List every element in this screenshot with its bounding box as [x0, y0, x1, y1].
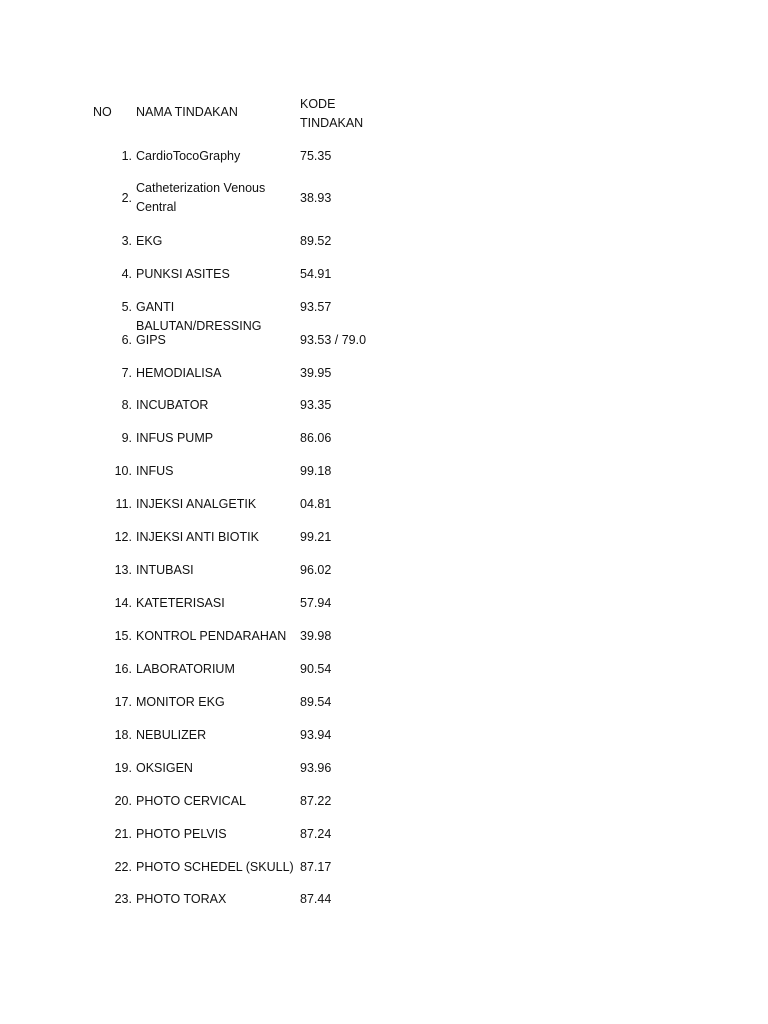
row-number: 5.	[121, 299, 132, 314]
row-number: 9.	[121, 430, 132, 445]
row-number: 17.	[114, 694, 132, 709]
header-code	[300, 95, 390, 133]
row-procedure-code: 99.21	[300, 529, 332, 544]
row-procedure-code: 87.44	[300, 891, 332, 906]
row-number: 16.	[114, 661, 132, 676]
header-no: NO	[93, 105, 112, 119]
row-procedure-code: 89.54	[300, 694, 332, 709]
table-row	[0, 364, 768, 383]
row-procedure-name: INCUBATOR	[136, 397, 209, 412]
table-row	[0, 660, 768, 679]
header-name: NAMA TINDAKAN	[136, 105, 238, 119]
table-row	[0, 147, 768, 166]
row-procedure-name: EKG	[136, 233, 163, 248]
table-row	[0, 759, 768, 778]
row-procedure-name: CardioTocoGraphy	[136, 148, 241, 163]
row-procedure-code: 89.52	[300, 233, 332, 248]
table-row	[0, 890, 768, 909]
row-procedure-name: MONITOR EKG	[136, 694, 225, 709]
row-procedure-name: INJEKSI ANTI BIOTIK	[136, 529, 259, 544]
row-procedure-name: HEMODIALISA	[136, 365, 222, 380]
row-procedure-code: 38.93	[300, 190, 332, 205]
row-procedure-code: 93.57	[300, 299, 332, 314]
row-number: 6.	[121, 332, 132, 347]
row-procedure-code: 93.53 / 79.0	[300, 332, 367, 347]
row-procedure-name: PUNKSI ASITES	[136, 266, 230, 281]
row-procedure-name: PHOTO SCHEDEL (SKULL)	[136, 859, 294, 874]
row-procedure-name: INFUS	[136, 463, 174, 478]
table-row	[0, 331, 768, 350]
row-number: 22.	[114, 859, 132, 874]
row-procedure-name: GIPS	[136, 332, 166, 347]
row-number: 1.	[121, 148, 132, 163]
table-row	[0, 594, 768, 613]
row-procedure-name: KONTROL PENDARAHAN	[136, 628, 287, 643]
row-procedure-code: 93.94	[300, 727, 332, 742]
table-row	[0, 528, 768, 547]
row-procedure-name: PHOTO PELVIS	[136, 826, 227, 841]
row-procedure-code: 39.98	[300, 628, 332, 643]
row-number: 15.	[114, 628, 132, 643]
row-number: 19.	[114, 760, 132, 775]
row-number: 3.	[121, 233, 132, 248]
row-number: 7.	[121, 365, 132, 380]
row-procedure-name: PHOTO TORAX	[136, 891, 227, 906]
row-procedure-code: 75.35	[300, 148, 332, 163]
table-row	[0, 495, 768, 514]
table-row	[0, 825, 768, 844]
table-row	[0, 462, 768, 481]
row-number: 20.	[114, 793, 132, 808]
header-code-line2: TINDAKAN	[300, 116, 364, 130]
row-number: 18.	[114, 727, 132, 742]
row-procedure-name: PHOTO CERVICAL	[136, 793, 246, 808]
row-procedure-name: OKSIGEN	[136, 760, 193, 775]
row-procedure-code: 86.06	[300, 430, 332, 445]
row-procedure-name: INTUBASI	[136, 562, 194, 577]
row-procedure-name: INJEKSI ANALGETIK	[136, 496, 257, 511]
row-number: 2.	[121, 190, 132, 205]
table-row	[0, 858, 768, 877]
row-procedure-name: NEBULIZER	[136, 727, 207, 742]
table-row	[0, 265, 768, 284]
row-procedure-code: 87.24	[300, 826, 332, 841]
row-procedure-code: 96.02	[300, 562, 332, 577]
row-procedure-name: Catheterization Venous Central	[136, 181, 266, 214]
row-procedure-code: 99.18	[300, 463, 332, 478]
row-number: 12.	[114, 529, 132, 544]
row-procedure-code: 04.81	[300, 496, 332, 511]
row-number: 11.	[115, 496, 132, 511]
header-code-line1: KODE	[300, 97, 336, 111]
row-number: 13.	[114, 562, 132, 577]
row-procedure-code: 57.94	[300, 595, 332, 610]
table-row	[0, 298, 768, 333]
row-procedure-code: 87.17	[300, 859, 332, 874]
table-row	[0, 396, 768, 415]
table-header	[0, 94, 768, 134]
row-procedure-code: 87.22	[300, 793, 332, 808]
table-row	[0, 792, 768, 811]
row-number: 23.	[114, 891, 132, 906]
row-procedure-name: GANTI BALUTAN/DRESSING	[136, 299, 262, 333]
row-number: 21.	[114, 826, 132, 841]
table-row	[0, 726, 768, 745]
row-procedure-code: 90.54	[300, 661, 332, 676]
row-procedure-name: KATETERISASI	[136, 595, 225, 610]
row-procedure-name: INFUS PUMP	[136, 430, 214, 445]
table-row	[0, 693, 768, 712]
table-row	[0, 232, 768, 251]
row-procedure-code: 93.96	[300, 760, 332, 775]
table-row	[0, 561, 768, 580]
row-number: 4.	[121, 266, 132, 281]
row-procedure-code: 39.95	[300, 365, 332, 380]
row-procedure-code: 54.91	[300, 266, 332, 281]
table-row	[0, 429, 768, 448]
table-row	[0, 179, 768, 217]
row-number: 14.	[114, 595, 132, 610]
row-number: 10.	[114, 463, 132, 478]
table-row	[0, 627, 768, 646]
row-number: 8.	[121, 397, 132, 412]
row-procedure-name: LABORATORIUM	[136, 661, 235, 676]
row-procedure-code: 93.35	[300, 397, 332, 412]
